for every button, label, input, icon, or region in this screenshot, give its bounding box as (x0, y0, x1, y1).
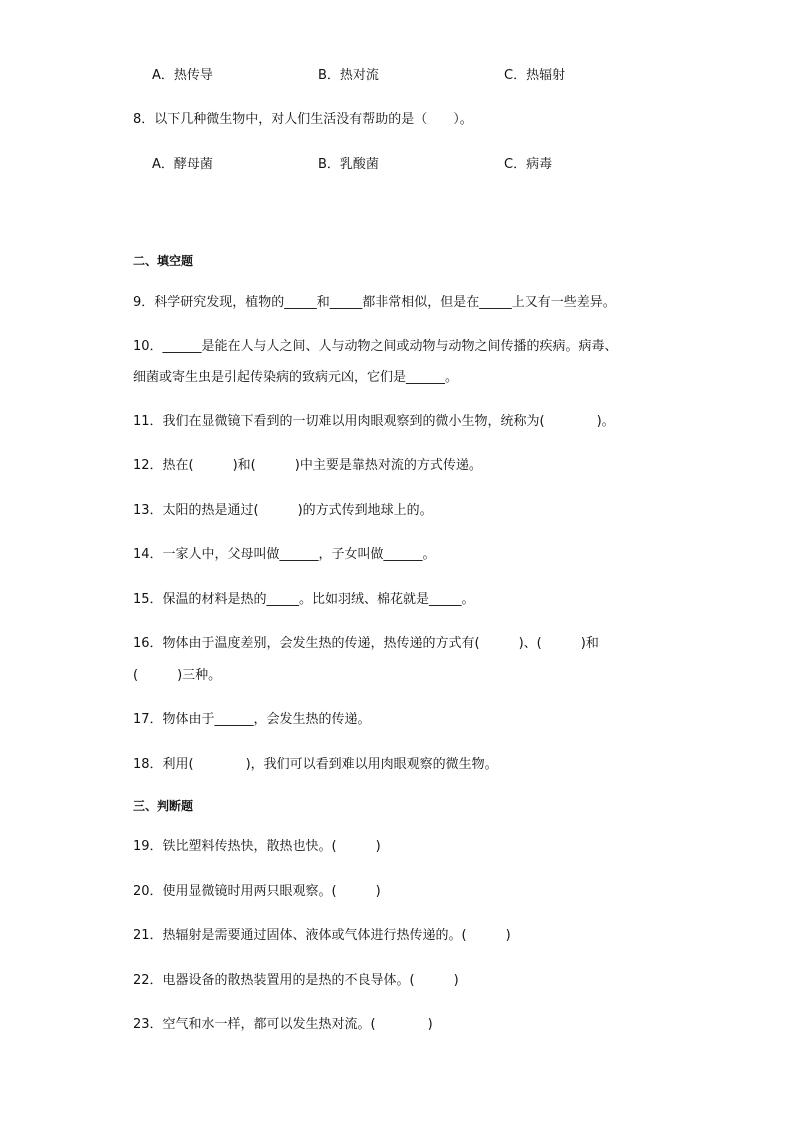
q7-option-a: A．热传导 (152, 68, 213, 83)
question-21: 21．热辐射是需要通过固体、液体或气体进行热传递的。( ) (133, 928, 511, 943)
question-15: 15．保温的材料是热的_____。比如羽绒、棉花就是_____。 (133, 592, 475, 607)
q7-option-c: C．热辐射 (504, 68, 566, 83)
section-fill-in-title: 二、填空题 (133, 254, 194, 268)
question-10-line-2: 细菌或寄生虫是引起传染病的致病元凶，它们是______。 (133, 370, 459, 385)
question-9: 9．科学研究发现，植物的_____和_____都非常相似，但是在_____上又有一些差异。 (133, 295, 616, 310)
question-17: 17．物体由于______，会发生热的传递。 (133, 712, 371, 727)
question-18: 18．利用( )，我们可以看到难以用肉眼观察的微生物。 (133, 757, 498, 772)
question-16-line-2: ( )三种。 (133, 668, 222, 683)
question-23: 23．空气和水一样，都可以发生热对流。( ) (133, 1017, 433, 1032)
question-11: 11．我们在显微镜下看到的一切难以用肉眼观察到的微小生物，统称为( )。 (133, 414, 615, 429)
q8-option-a: A．酵母菌 (152, 157, 213, 172)
question-13: 13．太阳的热是通过( )的方式传到地球上的。 (133, 503, 433, 518)
question-20: 20．使用显微镜时用两只眼观察。( ) (133, 884, 381, 899)
question-22: 22．电器设备的散热装置用的是热的不良导体。( ) (133, 973, 459, 988)
question-16-line-1: 16．物体由于温度差别，会发生热的传递，热传递的方式有( )、( )和 (133, 636, 599, 651)
section-judgement-title: 三、判断题 (133, 799, 194, 813)
question-19: 19．铁比塑料传热快，散热也快。( ) (133, 839, 381, 854)
question-8: 8．以下几种微生物中，对人们生活没有帮助的是（ ）。 (133, 112, 473, 127)
question-12: 12．热在( )和( )中主要是靠热对流的方式传递。 (133, 458, 482, 473)
q8-option-c: C．病毒 (504, 157, 553, 172)
q7-option-b: B．热对流 (318, 68, 379, 83)
question-10-line-1: 10．______是能在人与人之间、人与动物之间或动物与动物之间传播的疾病。病毒、 (133, 339, 618, 354)
question-14: 14．一家人中，父母叫做______，子女叫做______。 (133, 547, 436, 562)
q8-option-b: B．乳酸菌 (318, 157, 379, 172)
